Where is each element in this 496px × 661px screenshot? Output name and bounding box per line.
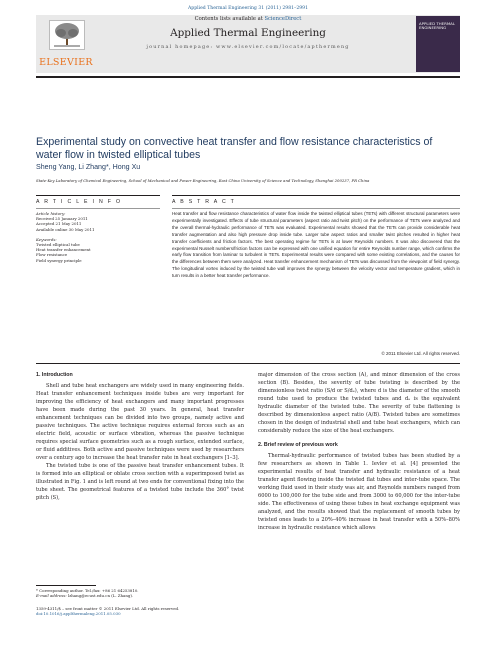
- author-affiliation: State-Key Laboratory of Chemical Engineering, School of Mechanical and Power Engineering, East China University of Science and Technology, Shanghai 200237, PR China: [36, 178, 370, 183]
- online-date: Available online 30 May 2011: [36, 226, 95, 232]
- article-info-heading: A R T I C L E I N F O: [36, 199, 122, 205]
- article-authors: Sheng Yang, Li Zhang*, Hong Xu: [36, 163, 141, 171]
- abstract-bottom-rule: [36, 363, 460, 364]
- journal-cover-title: APPLIED THERMAL ENGINEERING: [419, 21, 456, 31]
- journal-citation[interactable]: Applied Thermal Engineering 31 (2011) 2981–2991: [187, 6, 309, 11]
- keyword-item: Flow resistance: [36, 252, 68, 258]
- doi-link[interactable]: doi:10.1016/j.applthermaleng.2011.05.030: [36, 611, 121, 617]
- corresponding-author-note: * Corresponding author. Tel./fax: +86 21 64253810.: [36, 588, 139, 593]
- abstract-text: Heat transfer and flow resistance characteristics of water flow inside the twisted elliptical tubes (TETs) with different structural parameters were experimentally investigated. Effects of tube structural parameters (aspect ratio and twist pitch) on the performance of TETs were analyzed and the overall thermal-hydraulic performance of TETs was evaluated. Experimental results showed that the TETs can provide considerable heat transfer augmentation and also high pressure drop inside tube. Larger tube aspect ratios and smaller twist pitches resulted in higher heat transfer coefficients and friction factors. The best operating regime for TETs is at lower Reynolds numbers. It was also discovered that the experimental Nusselt numbers/friction factors can be expressed with one unified equation for entire Reynolds number range, which confirms the early flow transition from laminar to turbulent in TETs. Experimental results were compared with some existing correlations, and the causes for the differences between them were analyzed. Heat transfer enhancement mechanism of TETs was discussed from the viewpoint of field synergy. The longitudinal vortex induced by the twisted tube wall improves the synergy between the velocity vector and temperature gradient, which in turn results in a better heat transfer performance.: [172, 211, 460, 279]
- paragraph: The twisted tube is one of the passive heat transfer enhancement tubes. It is formed into an elliptical or oblate cross section with a superimposed twist as illustrated in Fig. 1 and is left round at two ends for conventional fixing into the tube sheet. The geometrical features of a twisted tube include the 360° twist pitch (S),: [36, 463, 244, 501]
- contents-availability: [96, 16, 400, 22]
- elsevier-logo-text[interactable]: ELSEVIER: [39, 57, 93, 68]
- abstract-top-rule: [172, 195, 460, 196]
- footnote-rule: [36, 585, 96, 586]
- left-column: [36, 371, 244, 502]
- issn-line: 1359-4311/$ – see front matter © 2011 Elsevier Ltd. All rights reserved.: [36, 606, 180, 611]
- right-column: [258, 371, 460, 532]
- footnote: [36, 588, 244, 598]
- paragraph: Thermal-hydraulic performance of twisted tubes has been studied by a few researchers as shown in Table 1. Ievlev et al. [4] presented the experimental results of heat transfer and hydraulic resistance of a heat transfer agent flowing inside the twisted flat tubes and inter-tube space. The working fluid used in their study was air, and Reynolds numbers ranged from 6000 to 100,000 for the tube side and from 3000 to 60,000 for the inter-tube side. The effectiveness of using these tubes in heat exchange equipment was analyzed, and the results showed that the replacement of smooth tubes by twisted ones leads to a 20%–40% increase in heat transfer with a 50%–80% increase in hydraulic resistance which allows: [258, 453, 460, 531]
- article-info-panel: [36, 211, 146, 263]
- contents-prefix: Contents lists available at: [194, 16, 265, 22]
- keyword-item: Heat transfer enhancement: [36, 247, 91, 253]
- received-date: Received 25 January 2011: [36, 216, 88, 222]
- journal-homepage-link[interactable]: journal homepage: www.elsevier.com/locate/apthermeng: [146, 44, 350, 50]
- keyword-item: Field synergy principle: [36, 257, 82, 263]
- keywords-label: Keywords:: [36, 236, 57, 242]
- email-label: E-mail address:: [36, 593, 68, 599]
- article-info-sub-rule: [36, 208, 160, 209]
- keyword-item: Twisted elliptical tube: [36, 242, 80, 248]
- article-history-label: Article history:: [36, 211, 66, 216]
- header-divider: [36, 76, 460, 78]
- email-link[interactable]: lzhang@ecust.edu.cn (L. Zhang).: [67, 593, 134, 599]
- article-info-top-rule: [36, 195, 160, 196]
- abstract-sub-rule: [172, 208, 460, 209]
- abstract-heading: A B S T R A C T: [172, 199, 236, 205]
- section-heading-previous-work: 2. Brief review of previous work: [258, 442, 338, 448]
- accepted-date: Accepted 21 May 2011: [36, 221, 82, 227]
- article-title: Experimental study on convective heat transfer and flow resistance characteristics of water flow in twisted elliptical tubes: [36, 136, 433, 162]
- paragraph: Shell and tube heat exchangers are widely used in many engineering fields. Heat transfer enhancement techniques inside tubes are very important for improving the efficiency of heat exchangers and many important progresses have been made during the past 30 years. In general, heat transfer enhancement techniques can be divided into two groups, namely active and passive techniques. The active technique requires external forces such as an electric field, acoustic or surface vibration, whereas the passive technique requires special surface geometries such as a rough surface, extended surface, or fluid additives. Both active and passive techniques were used by researchers over a century ago to increase the heat transfer rate in heat exchangers [1–3].: [36, 383, 244, 461]
- abstract-copyright: © 2011 Elsevier Ltd. All rights reserved.: [381, 351, 460, 356]
- page-footer: [36, 606, 244, 616]
- journal-title: Applied Thermal Engineering: [170, 27, 326, 39]
- elsevier-tree-logo-icon: [49, 20, 85, 50]
- section-heading-introduction: 1. Introduction: [36, 372, 73, 378]
- sciencedirect-link[interactable]: ScienceDirect: [264, 16, 302, 22]
- paragraph: major dimension of the cross section (A), and minor dimension of the cross section (B). Besides, the severity of tube twisting is described by the dimensionless twist ratio (S/d or S/dₑ), where d is the diameter of the smooth round tube used to produce the twisted tubes and dₑ is the equivalent hydraulic diameter of the twisted tube. The severity of tube flattening is described by dimensionless aspect ratio (A/B). Twisted tubes are sometimes chosen in the design of industrial shell and tube heat exchangers, which can considerably reduce the size of the heat exchangers.: [258, 372, 460, 434]
